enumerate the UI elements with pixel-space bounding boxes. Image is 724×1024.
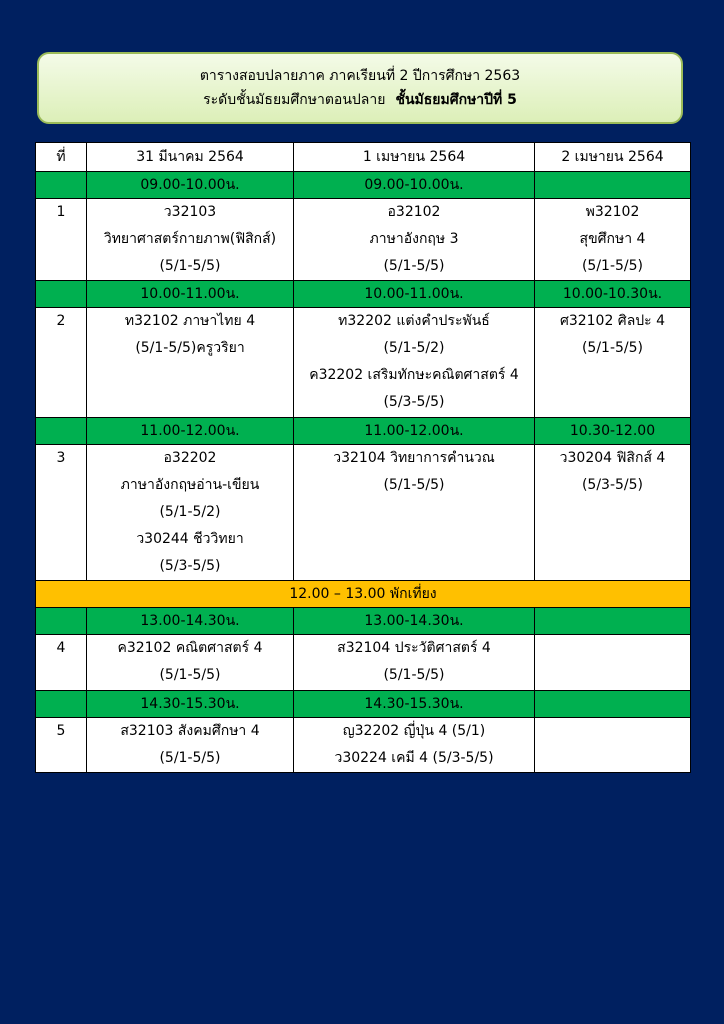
subject-row: [36, 308, 691, 418]
exam-cell-line: ว30224 เคมี 4 (5/3-5/5): [334, 750, 494, 766]
time-cell: [535, 608, 691, 635]
exam-cell-line: อ32202: [163, 450, 217, 466]
exam-cell-line: (5/1-5/2): [383, 340, 445, 356]
exam-cell-line: (5/1-5/5): [159, 258, 221, 274]
exam-cell-line: ญ32202 ญี่ปุ่น 4 (5/1): [342, 723, 486, 739]
time-cell: [535, 172, 691, 199]
title-level: ระดับชั้นมัธยมศึกษาตอนปลาย: [203, 92, 386, 108]
exam-cell-line: พ32102: [585, 204, 640, 220]
col-header-day3: 2 เมษายน 2564: [535, 143, 691, 172]
time-cell: 10.30-12.00: [535, 418, 691, 445]
exam-schedule-table: [35, 142, 691, 773]
exam-cell-line: (5/1-5/5): [159, 750, 221, 766]
exam-cell-line: สุขศึกษา 4: [579, 231, 646, 247]
exam-cell-line: (5/1-5/5): [159, 667, 221, 683]
exam-cell-line: ค32202 เสริมทักษะคณิตศาสตร์ 4: [309, 367, 519, 383]
exam-cell-line: ว30204 ฟิสิกส์ 4: [559, 450, 666, 466]
exam-cell: [87, 718, 294, 773]
time-cell-blank: [36, 418, 87, 445]
exam-cell-line: ท32202 แต่งคำประพันธ์: [338, 313, 490, 329]
title-grade: ชั้นมัธยมศึกษาปีที่ 5: [395, 92, 517, 108]
exam-cell-line: (5/1-5/5): [581, 340, 644, 356]
title-box: [37, 52, 683, 124]
time-cell: 13.00-14.30น.: [294, 608, 535, 635]
subject-row: [36, 199, 691, 281]
time-cell-blank: [36, 691, 87, 718]
exam-cell-line: ค32102 คณิตศาสตร์ 4: [117, 640, 263, 656]
exam-cell-line: (5/1-5/5): [383, 477, 445, 493]
subject-row: [36, 635, 691, 691]
time-cell: 10.00-11.00น.: [294, 281, 535, 308]
exam-cell: [87, 445, 294, 581]
time-row: [36, 281, 691, 308]
col-header-day2: 1 เมษายน 2564: [294, 143, 535, 172]
exam-cell: [535, 308, 691, 418]
col-header-day1: 31 มีนาคม 2564: [87, 143, 294, 172]
row-number: 3: [36, 445, 87, 581]
time-cell: 10.00-10.30น.: [535, 281, 691, 308]
exam-cell: [87, 308, 294, 418]
exam-cell-line: ว32104 วิทยาการคำนวณ: [333, 450, 495, 466]
time-row: [36, 172, 691, 199]
time-cell: [535, 691, 691, 718]
exam-cell-line: ศ32102 ศิลปะ 4: [559, 313, 666, 329]
exam-cell: [535, 635, 691, 691]
lunch-row: [36, 581, 691, 608]
time-cell: 09.00-10.00น.: [87, 172, 294, 199]
header-row: [36, 143, 691, 172]
time-cell: 11.00-12.00น.: [294, 418, 535, 445]
exam-cell: [294, 445, 535, 581]
title-line-1: ตารางสอบปลายภาค ภาคเรียนที่ 2 ปีการศึกษา 2563: [199, 68, 521, 84]
exam-cell-line: (5/3-5/5): [383, 394, 445, 410]
title-line-2: [203, 90, 517, 110]
exam-cell-line: (5/1-5/5)ครูวริยา: [135, 340, 245, 356]
time-cell: 14.30-15.30น.: [87, 691, 294, 718]
exam-cell-line: (5/3-5/5): [581, 477, 644, 493]
exam-cell-line: ว32103: [163, 204, 217, 220]
row-number: 5: [36, 718, 87, 773]
exam-cell-line: ส32103 สังคมศึกษา 4: [120, 723, 260, 739]
exam-cell-line: (5/1-5/2): [159, 504, 221, 520]
subject-row: [36, 445, 691, 581]
exam-cell-line: ท32102 ภาษาไทย 4: [124, 313, 256, 329]
time-cell-blank: [36, 608, 87, 635]
time-cell: 13.00-14.30น.: [87, 608, 294, 635]
time-cell-blank: [36, 281, 87, 308]
exam-cell-line: (5/1-5/5): [383, 258, 445, 274]
exam-cell-line: (5/1-5/5): [383, 667, 445, 683]
time-row: [36, 418, 691, 445]
time-row: [36, 691, 691, 718]
time-cell: 14.30-15.30น.: [294, 691, 535, 718]
exam-cell: [294, 308, 535, 418]
time-cell: 10.00-11.00น.: [87, 281, 294, 308]
exam-cell: [294, 199, 535, 281]
exam-cell-line: อ32102: [387, 204, 441, 220]
exam-cell-line: ว30244 ชีววิทยา: [136, 531, 244, 547]
exam-cell-line: (5/1-5/5): [581, 258, 644, 274]
time-row: [36, 608, 691, 635]
lunch-cell: 12.00 – 13.00 พักเที่ยง: [36, 581, 691, 608]
row-number: 4: [36, 635, 87, 691]
exam-cell-line: (5/3-5/5): [159, 558, 221, 574]
row-number: 2: [36, 308, 87, 418]
exam-cell: [87, 635, 294, 691]
exam-cell-line: วิทยาศาสตร์กายภาพ(ฟิสิกส์): [103, 231, 277, 247]
time-cell: 11.00-12.00น.: [87, 418, 294, 445]
time-cell: 09.00-10.00น.: [294, 172, 535, 199]
exam-cell: [294, 718, 535, 773]
subject-row: [36, 718, 691, 773]
exam-cell: [535, 445, 691, 581]
exam-cell: [535, 199, 691, 281]
exam-cell: [294, 635, 535, 691]
row-number: 1: [36, 199, 87, 281]
exam-cell-line: ภาษาอังกฤษ 3: [369, 231, 459, 247]
exam-cell-line: ส32104 ประวัติศาสตร์ 4: [337, 640, 491, 656]
col-header-no: ที่: [36, 143, 87, 172]
time-cell-blank: [36, 172, 87, 199]
exam-cell-line: ภาษาอังกฤษอ่าน-เขียน: [120, 477, 260, 493]
exam-cell: [535, 718, 691, 773]
exam-cell: [87, 199, 294, 281]
